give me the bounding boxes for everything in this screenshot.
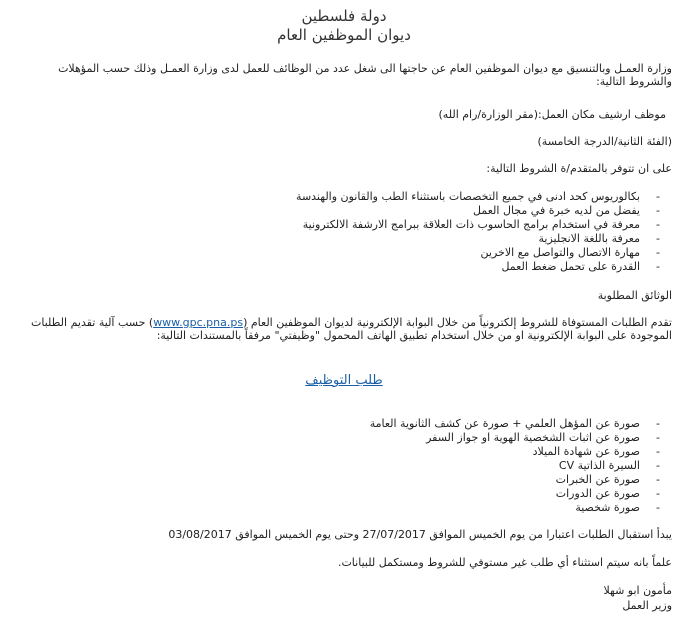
list-item: القدرة على تحمل ضغط العمل — [501, 260, 640, 273]
notice-line: علماً بانه سيتم استثناء أي طلب غير مستوفي للشروط ومستكمل للبيانات. — [337, 556, 672, 569]
conditions-title: على ان تتوفر بالمتقدم/ة الشروط التالية: — [486, 162, 672, 175]
list-bullet: - — [656, 487, 660, 500]
list-item: صورة عن شهادة الميلاد — [532, 445, 640, 458]
list-bullet: - — [656, 501, 660, 514]
grade-line: (الفئة الثانية/الدرجة الخامسة) — [537, 135, 672, 148]
list-item: صورة عن المؤهل العلمي + صورة عن كشف الثانوية العامة — [369, 417, 640, 430]
list-item: صورة عن الخبرات — [555, 473, 640, 486]
list-item: معرفة في استخدام برامج الحاسوب ذات العلاقة ببرامج الارشفة الالكترونية — [302, 218, 640, 231]
list-bullet: - — [656, 473, 660, 486]
list-bullet: - — [656, 218, 660, 231]
state-heading: دولة فلسطين — [301, 7, 387, 25]
intro-paragraph: وزارة العمـل وبالتنسيق مع ديوان الموظفين العام عن حاجتها الى شغل عدد من الوظائف للعمل لدى وزارة العمـل وذلك حسب المؤهلات والشروط التالية: — [58, 62, 672, 88]
signatory-name: مأمون ابو شهلا — [603, 584, 672, 597]
list-item: بكالوريوس كحد ادنى في جميع التخصصات باستثناء الطب والقانون والهندسة — [296, 190, 640, 203]
list-item: يفضل من لديه خبرة في مجال العمل — [473, 204, 640, 217]
list-bullet: - — [656, 459, 660, 472]
list-bullet: - — [656, 190, 660, 203]
submission-text-after: ) حسب آلية تقديم الطلبات الموجودة على البوابة الإلكترونية او من خلال استخدام تطبيق الهاتف المحمول "وظيفتي" مرفقاً بالمستندات التالية: — [30, 316, 672, 342]
list-item: مهارة الاتصال والتواصل مع الاخرين — [480, 246, 640, 259]
list-bullet: - — [656, 246, 660, 259]
list-bullet: - — [656, 260, 660, 273]
submission-paragraph — [16, 316, 672, 342]
portal-link[interactable]: www.gpc.pna.ps — [153, 316, 244, 329]
bureau-heading: ديوان الموظفين العام — [277, 26, 411, 44]
list-bullet: - — [656, 232, 660, 245]
list-bullet: - — [656, 431, 660, 444]
list-item: معرفة باللغة الانجليزية — [538, 232, 640, 245]
list-item: صورة شخصية — [575, 501, 640, 514]
dates-line: يبدأ استقبال الطلبات اعتبارا من يوم الخميس الموافق 27/07/2017 وحتى يوم الخميس الموافق 03/08/2017 — [168, 528, 672, 541]
list-bullet: - — [656, 445, 660, 458]
list-item: السيرة الذاتية CV — [558, 459, 640, 472]
submission-text-before: تقدم الطلبات المستوفاة للشروط إلكترونياً من خلال البوابة الإلكترونية لديوان الموظفين العام ( — [243, 316, 672, 329]
list-bullet: - — [656, 417, 660, 430]
list-item: صورة عن الدورات — [555, 487, 640, 500]
position-line: موظف ارشيف مكان العمل:(مقر الوزارة/رام الله) — [438, 108, 666, 121]
documents-title: الوثائق المطلوبة — [597, 289, 672, 302]
list-bullet: - — [656, 204, 660, 217]
signatory-title: وزير العمل — [622, 599, 672, 612]
apply-link[interactable]: طلب التوظيف — [305, 373, 383, 388]
list-item: صورة عن اثبات الشخصية الهوية او جواز السفر — [426, 431, 640, 444]
